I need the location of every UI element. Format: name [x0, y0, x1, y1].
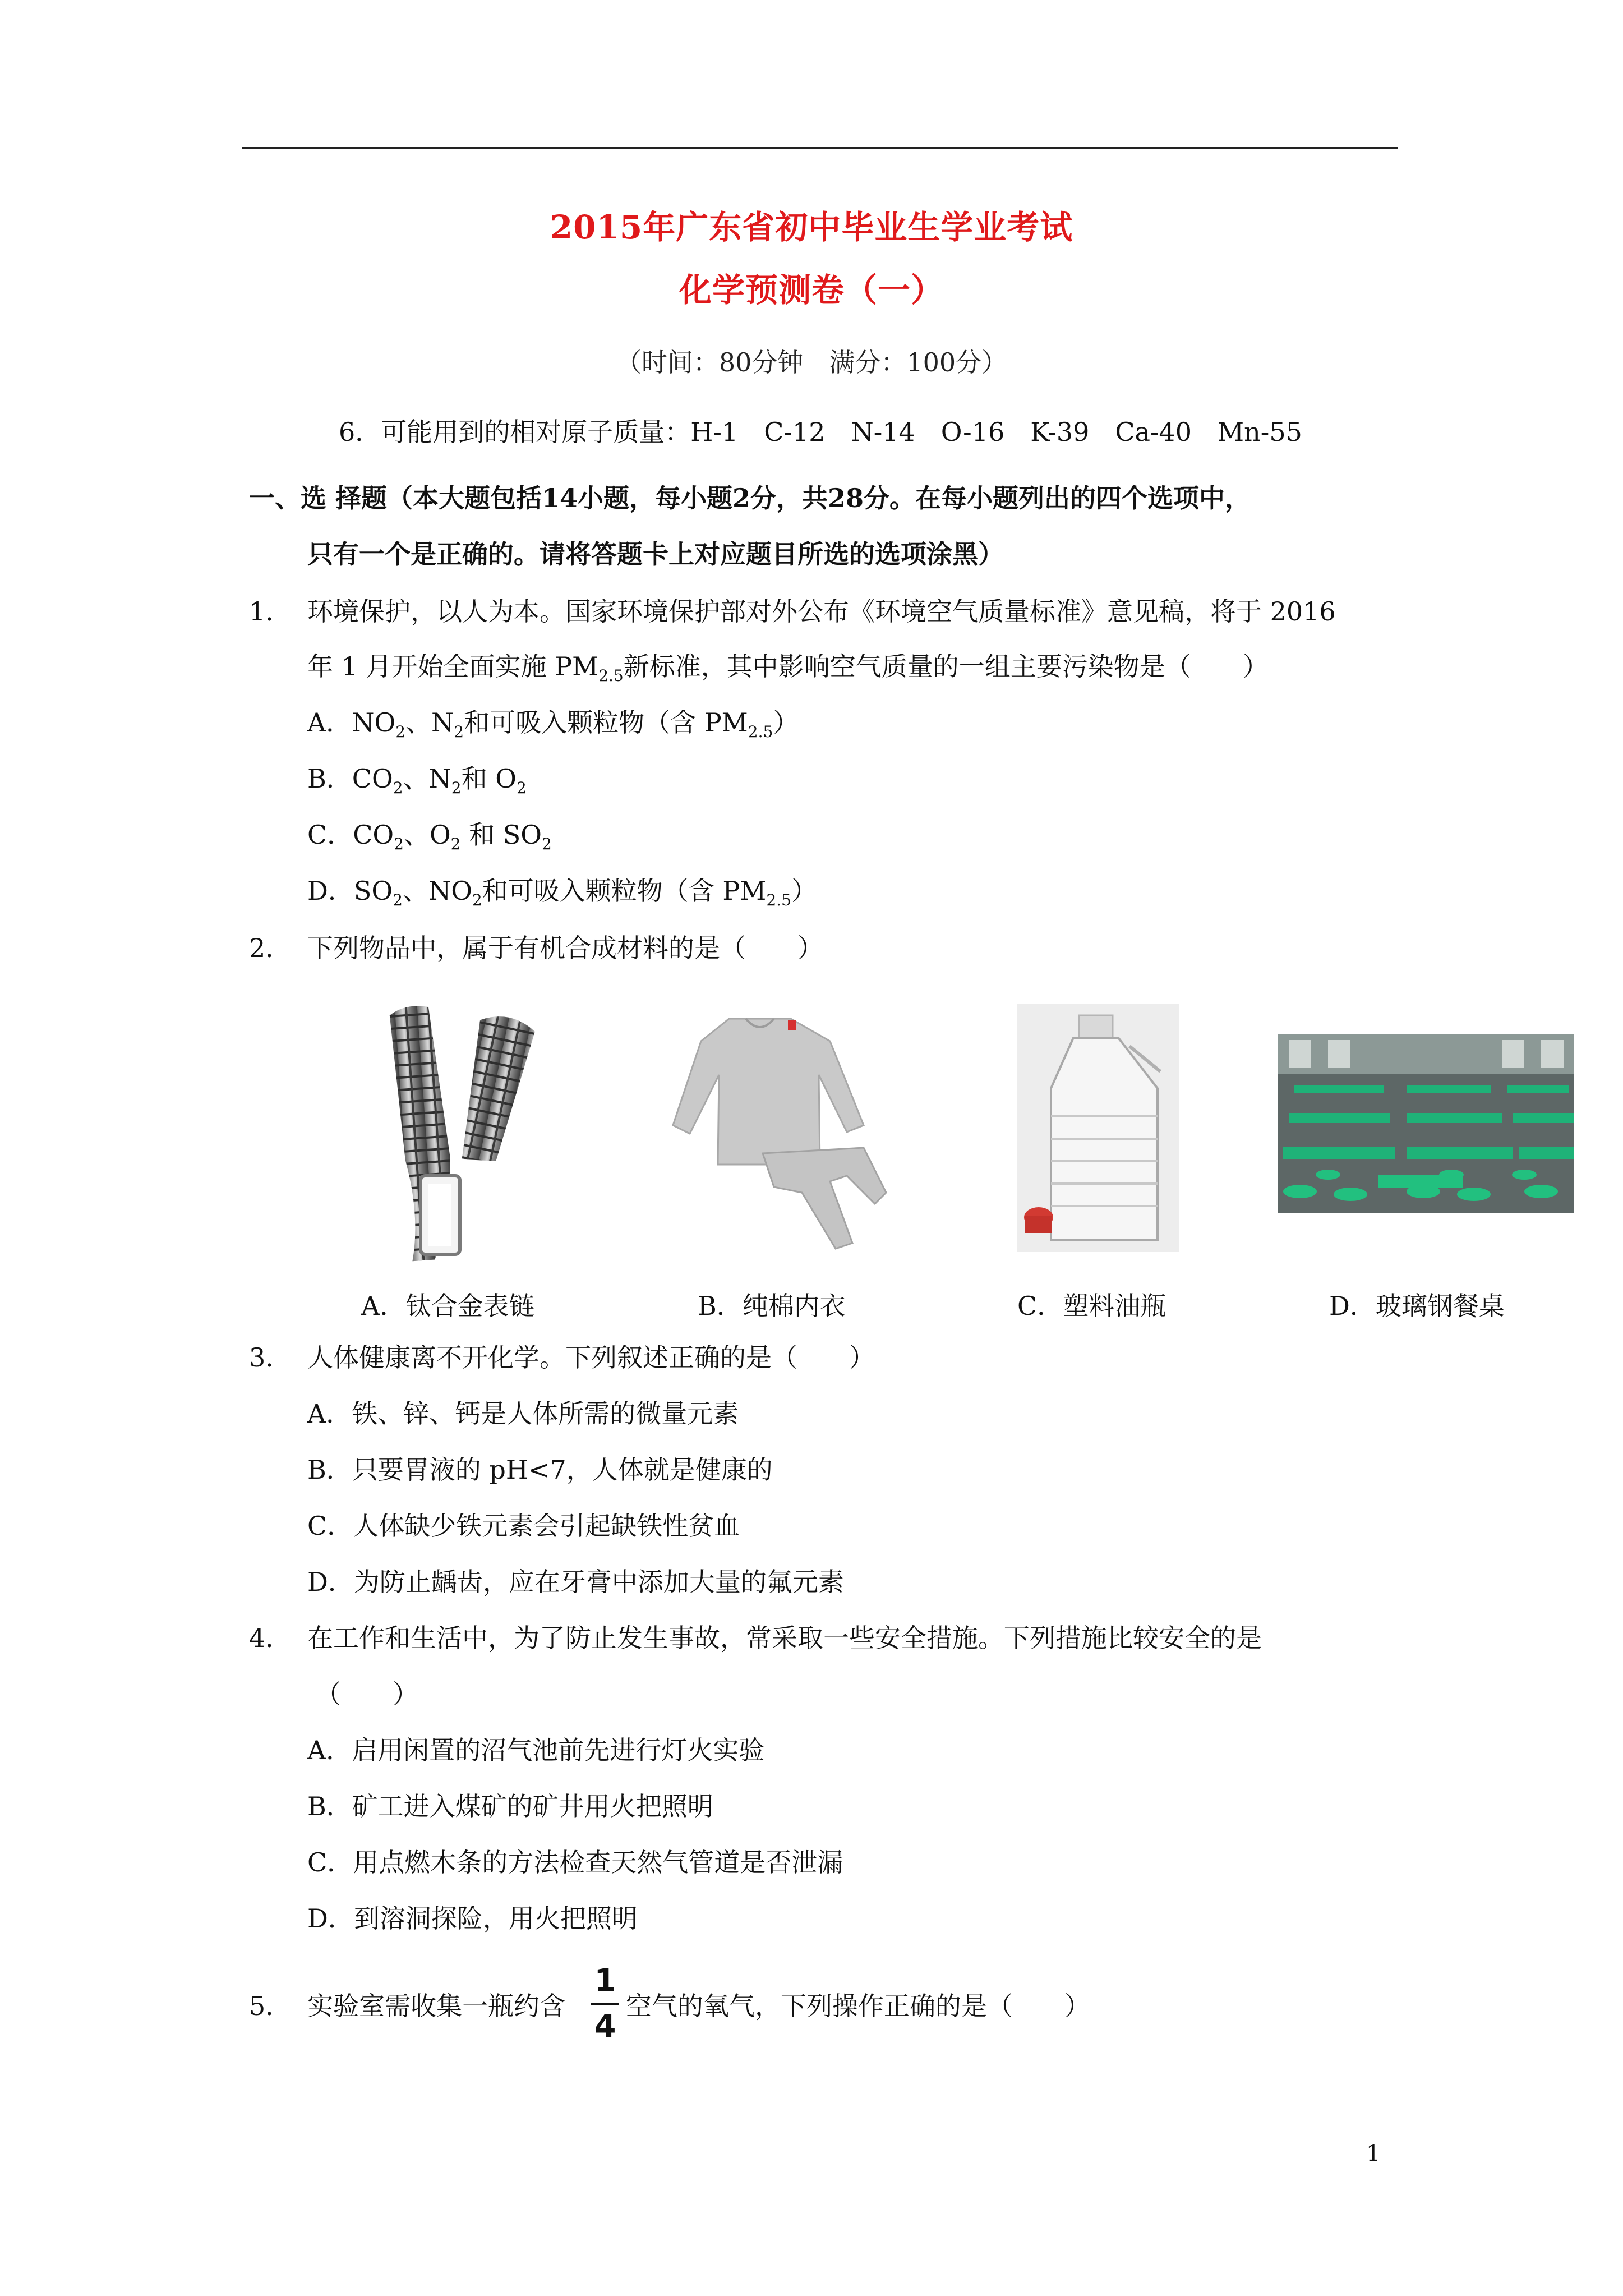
q2-caption-d: D．玻璃钢餐桌	[1329, 1291, 1505, 1321]
q4-option-b: B．矿工进入煤矿的矿井用火把照明	[307, 1791, 713, 1821]
q2-caption-c: C．塑料油瓶	[1017, 1291, 1166, 1321]
q1-option-b: B．$CO_2$、$N_2$和 $O_2$	[307, 763, 527, 797]
atomic-masses-note: 6．可能用到的相对原子质量：H-1 C-12 N-14 O-16 K-39 Ca-40 Mn-55	[339, 417, 1302, 447]
q1-text-line1: 环境保护，以人为本。国家环境保护部对外公布《环境空气质量标准》意见稿，将于 2016	[307, 596, 1336, 627]
q5-text-after-fraction: 空气的氧气，下列操作正确的是（ ）	[626, 1991, 1090, 2021]
q5-text-before-fraction: 实验室需收集一瓶约含	[307, 1991, 565, 2021]
q4-option-c: C．用点燃木条的方法检查天然气管道是否泄漏	[307, 1847, 843, 1878]
q3-option-d: D．为防止龋齿，应在牙膏中添加大量的氟元素	[307, 1567, 844, 1597]
cotton-underwear-photo	[662, 1007, 897, 1254]
q2-number: 2．	[249, 933, 292, 963]
q2-caption-b: B．纯棉内衣	[698, 1291, 846, 1321]
q3-text: 人体健康离不开化学。下列叙述正确的是（ ）	[307, 1342, 875, 1373]
q3-number: 3．	[249, 1342, 292, 1373]
q1-number: 1．	[249, 596, 292, 627]
q5-fraction	[591, 1963, 619, 2045]
q2-caption-a: A．钛合金表链	[361, 1291, 535, 1321]
q4-option-a: A．启用闲置的沼气池前先进行灯火实验	[307, 1735, 765, 1765]
exam-title: 2015年广东省初中毕业生学业考试	[550, 208, 1073, 246]
q1-option-c: C．$CO_2$、$O_2$ 和 $SO_2$	[307, 820, 552, 853]
time-score-info: （时间：80分钟 满分：100分）	[615, 347, 1008, 378]
fiberglass-tables-photo	[1278, 1034, 1574, 1213]
fraction-numerator: 1	[594, 1963, 616, 1999]
section1-heading-line1: 一、选 择题（本大题包括14小题，每小题2分，共28分。在每小题列出的四个选项中，	[249, 483, 1251, 513]
q1-option-a: A．$NO_2$、$N_2$和可吸入颗粒物（含 $PM_{2.5}$）	[307, 707, 799, 741]
q3-option-a: A．铁、锌、钙是人体所需的微量元素	[307, 1398, 739, 1429]
q4-answer-paren: （ ）	[315, 1679, 418, 1709]
q1-text-line2: 年 1 月开始全面实施 $PM_{2.5}$新标准，其中影响空气质量的一组主要污染物是（ ）	[307, 651, 1269, 685]
q4-number: 4．	[249, 1623, 292, 1653]
q3-option-c: C．人体缺少铁元素会引起缺铁性贫血	[307, 1511, 740, 1541]
watch-band-photo	[381, 991, 542, 1269]
q5-number: 5．	[249, 1991, 292, 2021]
q3-option-b: B．只要胃液的 pH<7，人体就是健康的	[307, 1455, 773, 1485]
page-number: 1	[1366, 2141, 1381, 2166]
fraction-denominator: 4	[594, 2008, 616, 2045]
header-rule	[242, 147, 1398, 149]
fraction-bar	[591, 2003, 619, 2005]
q4-text: 在工作和生活中，为了防止发生事故，常采取一些安全措施。下列措施比较安全的是	[307, 1623, 1262, 1653]
section1-heading-line2: 只有一个是正确的。请将答题卡上对应题目所选的选项涂黑）	[307, 539, 1004, 569]
exam-subtitle: 化学预测卷（一）	[679, 271, 944, 309]
q4-option-d: D．到溶洞探险，用火把照明	[307, 1903, 638, 1934]
q1-option-d: D．$SO_2$、$NO_2$和可吸入颗粒物（含 $PM_{2.5}$）	[307, 876, 817, 909]
q2-text: 下列物品中，属于有机合成材料的是（ ）	[307, 933, 823, 963]
plastic-bottle-photo	[1017, 1004, 1179, 1252]
